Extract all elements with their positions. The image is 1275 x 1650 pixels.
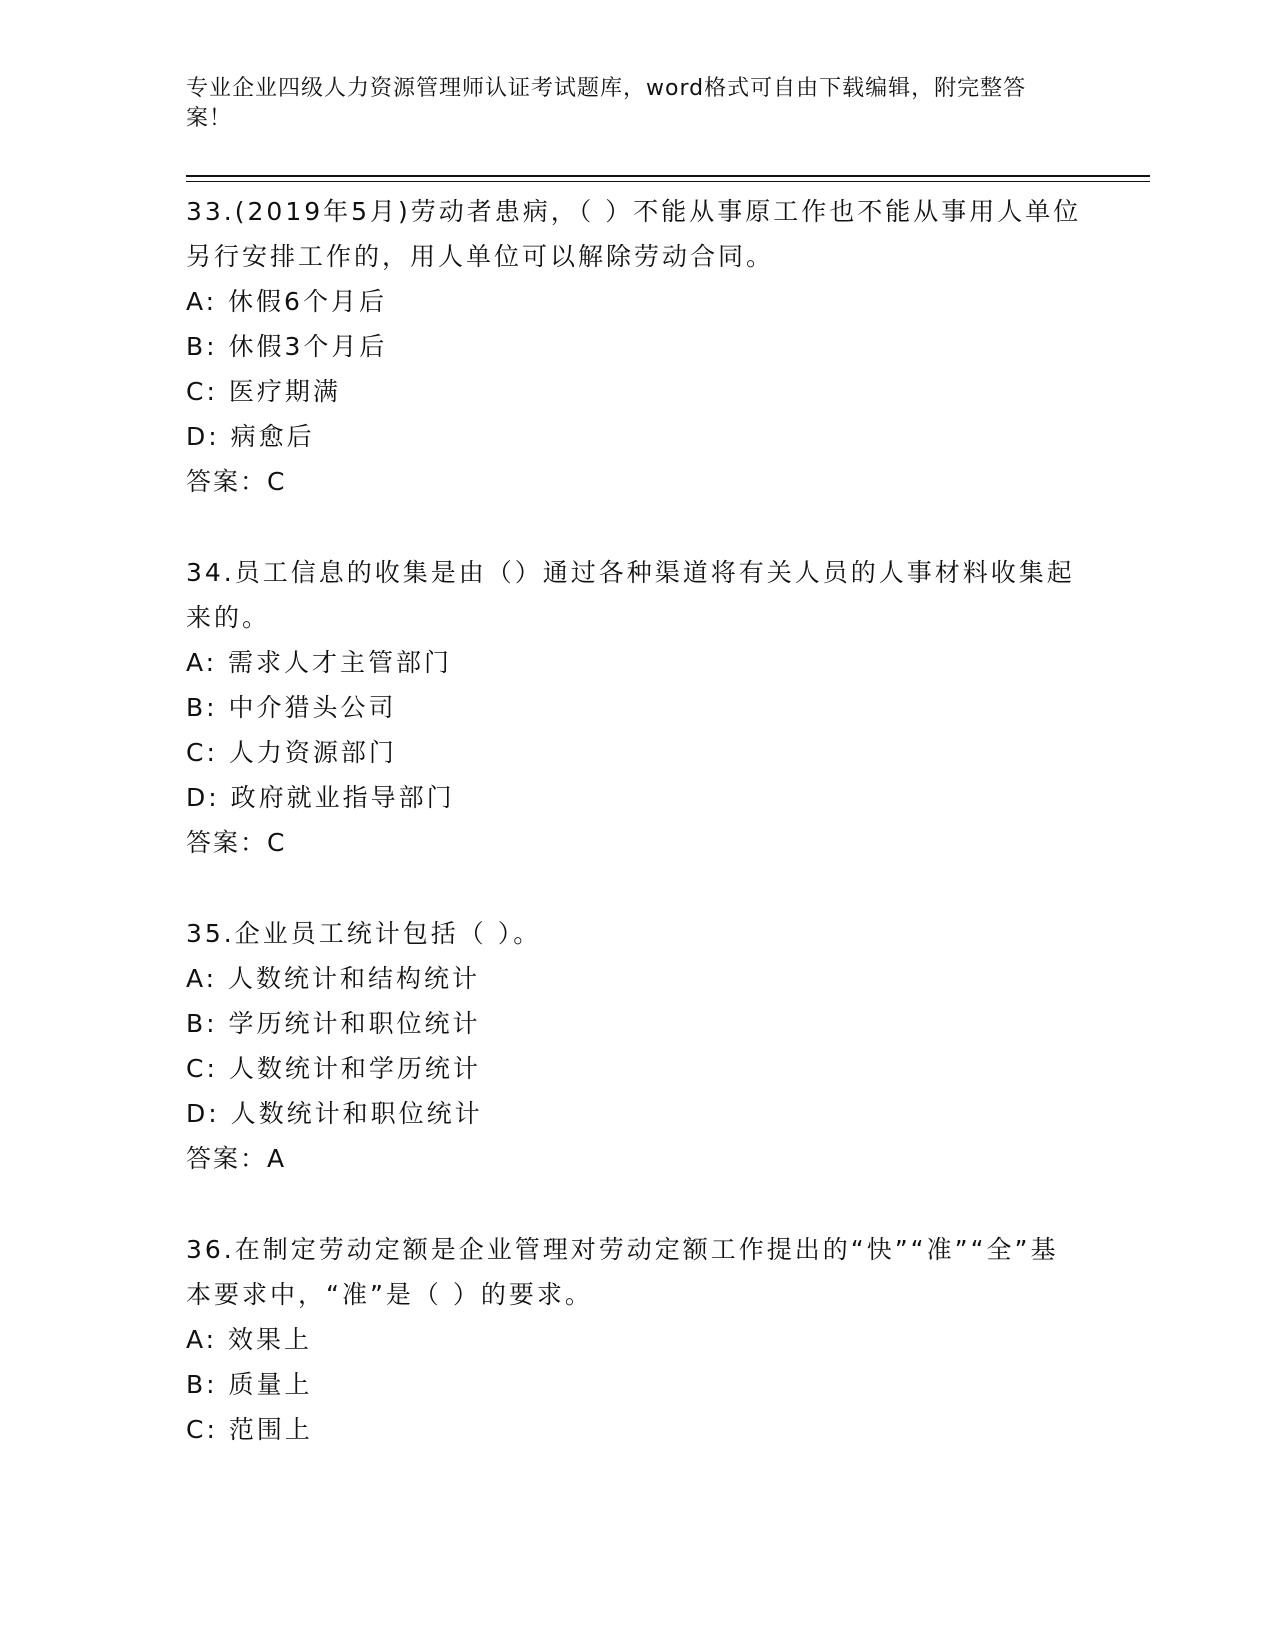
option-a: A: 人数统计和结构统计 xyxy=(186,964,481,993)
question-33 xyxy=(186,189,1086,504)
answer: 答案：A xyxy=(186,1144,287,1173)
option-c: C: 范围上 xyxy=(186,1415,313,1444)
question-stem: 35.企业员工统计包括（ ）。 xyxy=(186,919,542,948)
question-stem: 36.在制定劳动定额是企业管理对劳动定额工作提出的“快”“准”“全”基本要求中，“准”是（ ）的要求。 xyxy=(186,1235,1059,1309)
question-stem: 33.(2019年5月)劳动者患病，（ ）不能从事原工作也不能从事用人单位另行安排工作的，用人单位可以解除劳动合同。 xyxy=(186,197,1082,271)
option-a: A: 休假6个月后 xyxy=(186,287,387,316)
option-b: B: 中介猎头公司 xyxy=(186,693,397,722)
question-36 xyxy=(186,1227,1086,1452)
question-stem: 34.员工信息的收集是由（）通过各种渠道将有关人员的人事材料收集起来的。 xyxy=(186,558,1075,632)
question-35 xyxy=(186,911,1086,1181)
header-divider-thin xyxy=(186,181,1150,182)
option-d: D: 病愈后 xyxy=(186,422,315,451)
option-d: D: 人数统计和职位统计 xyxy=(186,1099,483,1128)
answer: 答案：C xyxy=(186,467,287,496)
option-a: A: 需求人才主管部门 xyxy=(186,648,453,677)
answer: 答案：C xyxy=(186,828,287,857)
header-divider-thick xyxy=(186,175,1150,177)
document-header: 专业企业四级人力资源管理师认证考试题库，word格式可自由下载编辑，附完整答案！ xyxy=(186,76,1027,131)
option-d: D: 政府就业指导部门 xyxy=(186,783,455,812)
option-b: B: 质量上 xyxy=(186,1370,313,1399)
question-list xyxy=(186,189,1086,1498)
option-c: C: 人数统计和学历统计 xyxy=(186,1054,481,1083)
option-c: C: 人力资源部门 xyxy=(186,738,397,767)
option-b: B: 学历统计和职位统计 xyxy=(186,1009,481,1038)
option-b: B: 休假3个月后 xyxy=(186,332,388,361)
option-a: A: 效果上 xyxy=(186,1325,313,1354)
question-34 xyxy=(186,550,1086,865)
option-c: C: 医疗期满 xyxy=(186,377,341,406)
